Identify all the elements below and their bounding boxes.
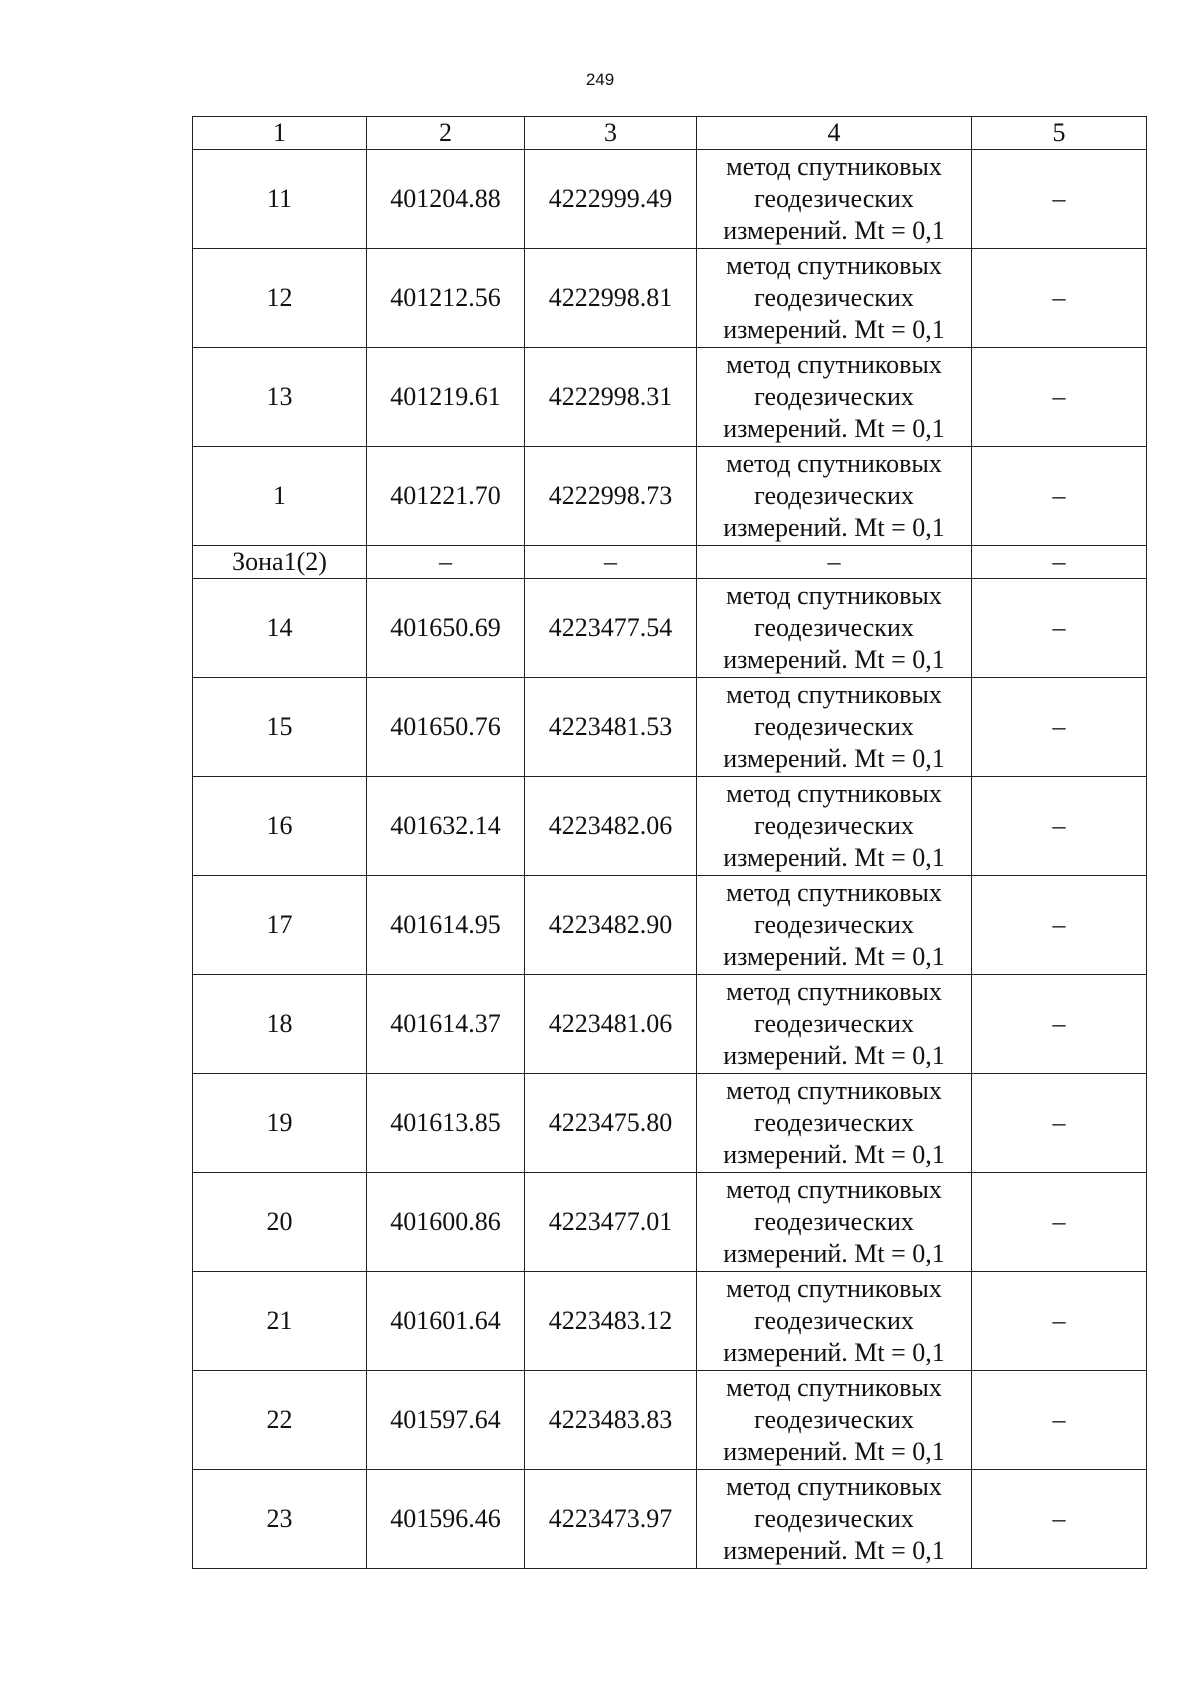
cell-note: –: [972, 546, 1147, 579]
cell-note: –: [972, 678, 1147, 777]
zone-row: [193, 546, 1147, 579]
cell-note: –: [972, 249, 1147, 348]
cell-note: –: [972, 1173, 1147, 1272]
cell-y-coordinate: 4223473.97: [525, 1470, 697, 1569]
cell-y-coordinate: –: [525, 546, 697, 579]
cell-note: –: [972, 579, 1147, 678]
cell-note: –: [972, 150, 1147, 249]
cell-y-coordinate: 4223475.80: [525, 1074, 697, 1173]
table-row: [193, 1371, 1147, 1470]
cell-method: метод спутниковых геодезических измерений. Mt = 0,1: [697, 975, 972, 1074]
cell-method: метод спутниковых геодезических измерений. Mt = 0,1: [697, 150, 972, 249]
cell-point-number: 19: [193, 1074, 367, 1173]
cell-point-number: 17: [193, 876, 367, 975]
cell-point-number: 12: [193, 249, 367, 348]
cell-y-coordinate: 4223477.54: [525, 579, 697, 678]
cell-note: –: [972, 1371, 1147, 1470]
table-row: [193, 348, 1147, 447]
cell-method: метод спутниковых геодезических измерений. Mt = 0,1: [697, 579, 972, 678]
cell-note: –: [972, 447, 1147, 546]
table-row: [193, 1173, 1147, 1272]
cell-point-number: 1: [193, 447, 367, 546]
cell-method: метод спутниковых геодезических измерений. Mt = 0,1: [697, 1074, 972, 1173]
table-row: [193, 150, 1147, 249]
cell-x-coordinate: 401596.46: [367, 1470, 525, 1569]
cell-point-number: 22: [193, 1371, 367, 1470]
cell-x-coordinate: 401601.64: [367, 1272, 525, 1371]
cell-y-coordinate: 4222998.73: [525, 447, 697, 546]
cell-point-number: 16: [193, 777, 367, 876]
cell-method: метод спутниковых геодезических измерений. Mt = 0,1: [697, 777, 972, 876]
cell-point-number: 21: [193, 1272, 367, 1371]
cell-note: –: [972, 1272, 1147, 1371]
coordinates-table: [192, 116, 1147, 1569]
header-row: [193, 117, 1147, 150]
header-cell-4: 4: [697, 117, 972, 150]
cell-y-coordinate: 4223481.53: [525, 678, 697, 777]
cell-y-coordinate: 4223482.06: [525, 777, 697, 876]
header-cell-1: 1: [193, 117, 367, 150]
header-cell-2: 2: [367, 117, 525, 150]
cell-y-coordinate: 4222998.31: [525, 348, 697, 447]
cell-y-coordinate: 4222999.49: [525, 150, 697, 249]
cell-y-coordinate: 4222998.81: [525, 249, 697, 348]
cell-point-number: 13: [193, 348, 367, 447]
cell-note: –: [972, 348, 1147, 447]
cell-note: –: [972, 1470, 1147, 1569]
table-row: [193, 579, 1147, 678]
cell-y-coordinate: 4223481.06: [525, 975, 697, 1074]
table-row: [193, 975, 1147, 1074]
cell-method: метод спутниковых геодезических измерений. Mt = 0,1: [697, 678, 972, 777]
cell-method: метод спутниковых геодезических измерений. Mt = 0,1: [697, 1470, 972, 1569]
cell-x-coordinate: 401204.88: [367, 150, 525, 249]
cell-x-coordinate: 401613.85: [367, 1074, 525, 1173]
cell-x-coordinate: 401614.95: [367, 876, 525, 975]
cell-note: –: [972, 876, 1147, 975]
cell-method: метод спутниковых геодезических измерений. Mt = 0,1: [697, 876, 972, 975]
cell-method: метод спутниковых геодезических измерений. Mt = 0,1: [697, 1371, 972, 1470]
cell-y-coordinate: 4223483.83: [525, 1371, 697, 1470]
cell-x-coordinate: 401212.56: [367, 249, 525, 348]
cell-method: метод спутниковых геодезических измерений. Mt = 0,1: [697, 447, 972, 546]
cell-x-coordinate: 401650.76: [367, 678, 525, 777]
header-cell-5: 5: [972, 117, 1147, 150]
cell-point-number: 14: [193, 579, 367, 678]
page-number: 249: [585, 70, 615, 89]
cell-note: –: [972, 1074, 1147, 1173]
cell-point-number: Зона1(2): [193, 546, 367, 579]
cell-y-coordinate: 4223482.90: [525, 876, 697, 975]
header-cell-3: 3: [525, 117, 697, 150]
cell-y-coordinate: 4223477.01: [525, 1173, 697, 1272]
cell-x-coordinate: 401600.86: [367, 1173, 525, 1272]
table-row: [193, 249, 1147, 348]
cell-x-coordinate: –: [367, 546, 525, 579]
cell-method: –: [697, 546, 972, 579]
cell-point-number: 23: [193, 1470, 367, 1569]
cell-x-coordinate: 401614.37: [367, 975, 525, 1074]
cell-method: метод спутниковых геодезических измерений. Mt = 0,1: [697, 1173, 972, 1272]
cell-x-coordinate: 401632.14: [367, 777, 525, 876]
table-row: [193, 1074, 1147, 1173]
table-row: [193, 678, 1147, 777]
cell-note: –: [972, 975, 1147, 1074]
table-row: [193, 876, 1147, 975]
coordinates-table-body: [193, 117, 1147, 1569]
table-row: [193, 447, 1147, 546]
cell-x-coordinate: 401219.61: [367, 348, 525, 447]
cell-x-coordinate: 401597.64: [367, 1371, 525, 1470]
cell-point-number: 15: [193, 678, 367, 777]
cell-method: метод спутниковых геодезических измерений. Mt = 0,1: [697, 249, 972, 348]
cell-method: метод спутниковых геодезических измерений. Mt = 0,1: [697, 348, 972, 447]
table-row: [193, 1470, 1147, 1569]
cell-point-number: 20: [193, 1173, 367, 1272]
cell-note: –: [972, 777, 1147, 876]
cell-point-number: 18: [193, 975, 367, 1074]
cell-x-coordinate: 401650.69: [367, 579, 525, 678]
cell-y-coordinate: 4223483.12: [525, 1272, 697, 1371]
cell-method: метод спутниковых геодезических измерений. Mt = 0,1: [697, 1272, 972, 1371]
cell-point-number: 11: [193, 150, 367, 249]
cell-x-coordinate: 401221.70: [367, 447, 525, 546]
table-row: [193, 1272, 1147, 1371]
table-row: [193, 777, 1147, 876]
